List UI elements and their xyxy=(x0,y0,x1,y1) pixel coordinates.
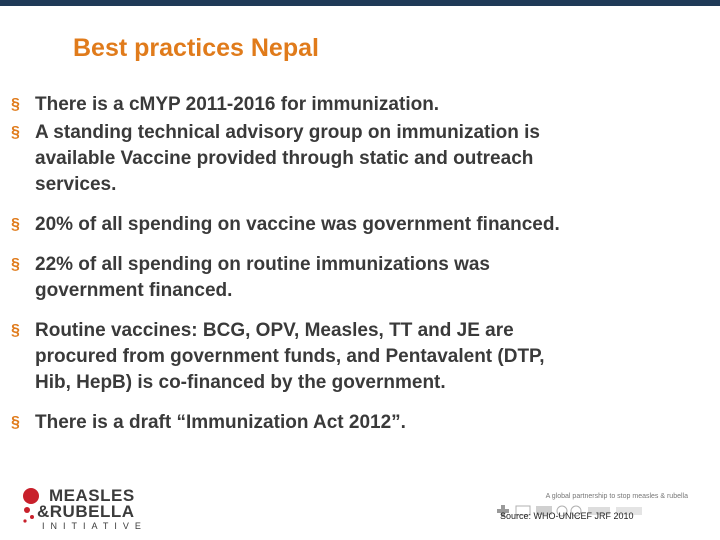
bullet-marker: § xyxy=(11,322,20,339)
bullet-list xyxy=(10,92,710,436)
bullet-line: Hib, HepB) is co-financed by the government. xyxy=(35,372,446,393)
bullet-marker: § xyxy=(11,96,20,113)
bullet-item xyxy=(10,92,710,118)
bullet-line: available Vaccine provided through static and outreach xyxy=(35,148,534,169)
bullet-line: 20% of all spending on vaccine was government financed. xyxy=(35,214,560,235)
logo-text-initiative: INITIATIVE xyxy=(42,521,147,531)
bullet-item xyxy=(10,410,710,436)
bullet-line: government financed. xyxy=(35,280,233,301)
source-citation: Source: WHO-UNICEF JRF 2010 xyxy=(500,511,634,521)
bullet-line: There is a draft “Immunization Act 2012”. xyxy=(35,412,406,433)
bullet-line: procured from government funds, and Pentavalent (DTP, xyxy=(35,346,545,367)
bullet-item xyxy=(10,252,710,304)
bullet-line: services. xyxy=(35,174,117,195)
bullet-marker: § xyxy=(11,124,20,141)
bullet-line: A standing technical advisory group on immunization is xyxy=(35,122,540,143)
bullet-item xyxy=(10,120,710,198)
bullet-marker: § xyxy=(11,216,20,233)
bullet-marker: § xyxy=(11,414,20,431)
bullet-line: There is a cMYP 2011-2016 for immunization. xyxy=(35,94,440,115)
slide-title: Best practices Nepal xyxy=(73,34,319,62)
bullet-item xyxy=(10,212,710,238)
partnership-tagline: A global partnership to stop measles & rubella xyxy=(545,493,688,500)
bullet-line: Routine vaccines: BCG, OPV, Measles, TT and JE are xyxy=(35,320,514,341)
logo-text-measles: MEASLES xyxy=(49,486,135,505)
top-bar xyxy=(0,0,720,6)
bullet-line: 22% of all spending on routine immunizations was xyxy=(35,254,490,275)
measles-rubella-initiative-logo xyxy=(22,486,172,532)
logo-text-rubella: &RUBELLA xyxy=(37,502,135,521)
bullet-marker: § xyxy=(11,256,20,273)
bullet-item xyxy=(10,318,710,396)
